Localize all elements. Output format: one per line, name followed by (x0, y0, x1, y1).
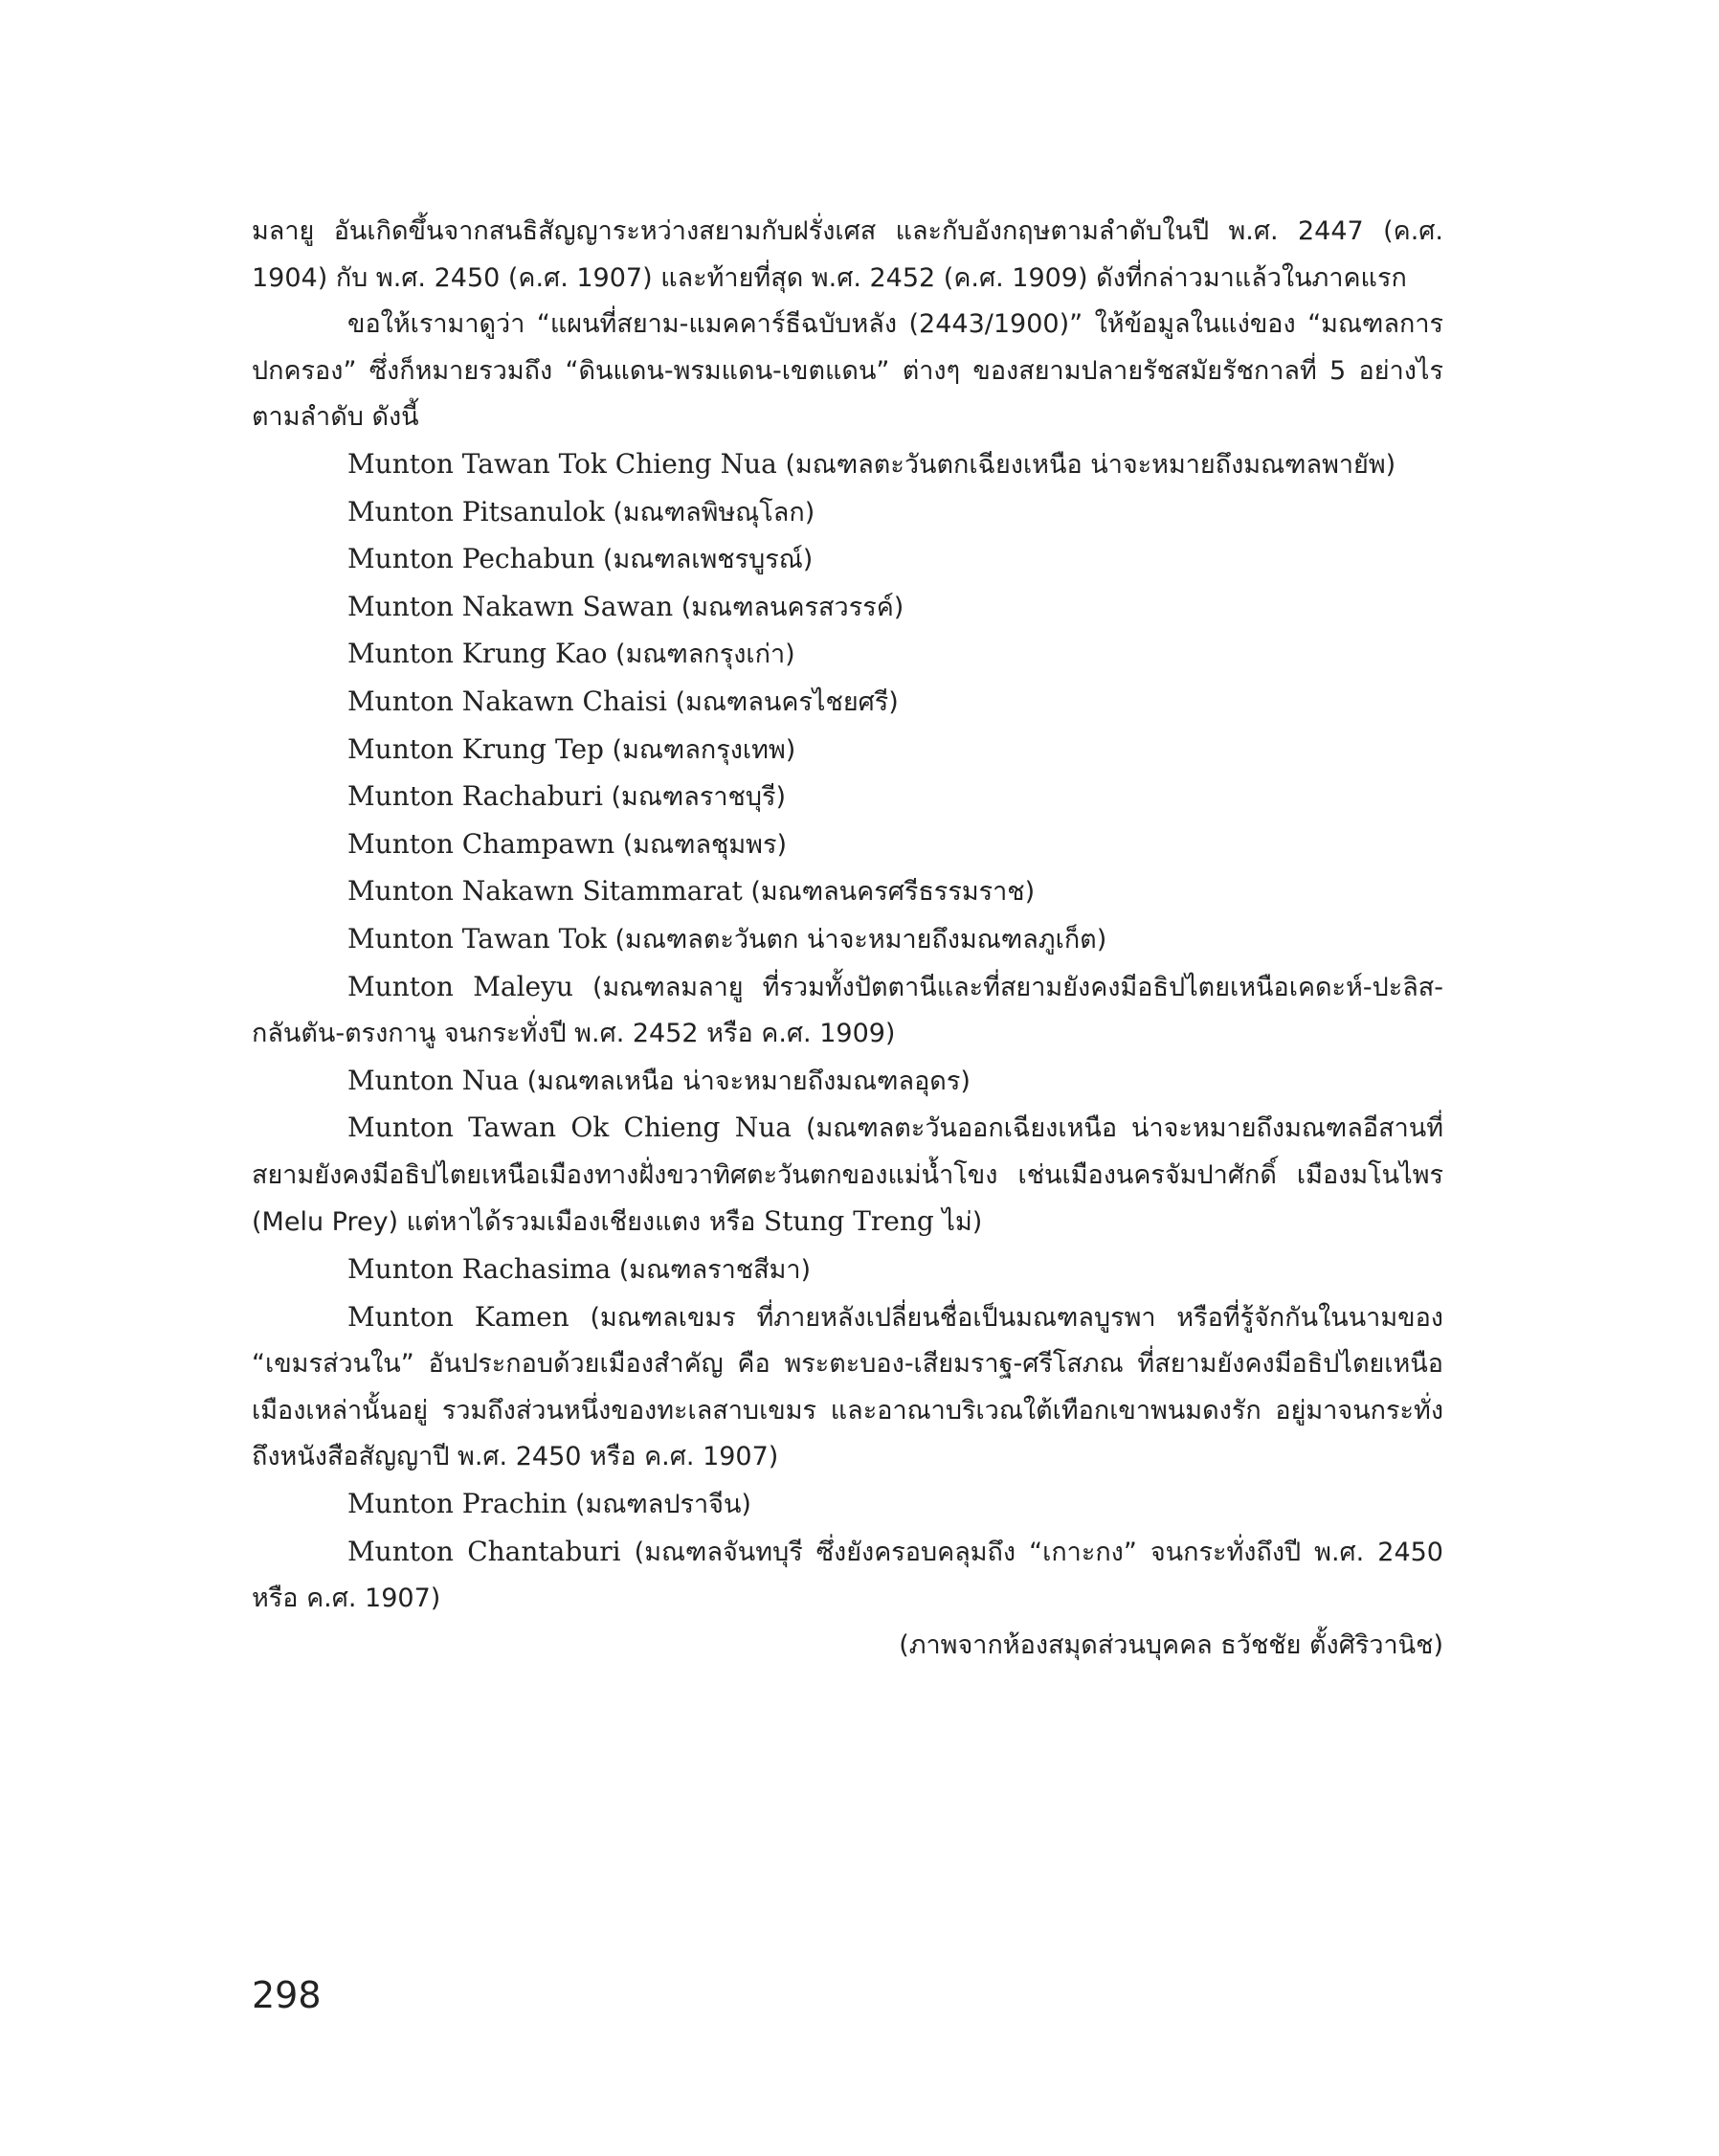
province-name: Munton Chantaburi (347, 1535, 621, 1567)
province-description: (มณฑลราชสีมา) (611, 1255, 812, 1286)
province-name: Munton Nakawn Sitammarat (347, 875, 743, 908)
list-item (252, 584, 1443, 632)
province-name: Munton Nakawn Chaisi (347, 685, 667, 717)
list-item (252, 1105, 1443, 1246)
province-name: Munton Nua (347, 1064, 520, 1096)
province-name: Munton Krung Tep (347, 732, 604, 765)
province-name: Munton Rachasima (347, 1253, 612, 1286)
province-description: (มณฑลนครศรีธรรมราช) (742, 877, 1036, 908)
province-description: (มณฑลตะวันตกเฉียงเหนือ น่าจะหมายถึงมณฑลพายัพ) (776, 449, 1396, 480)
province-description: (มณฑลตะวันตก น่าจะหมายถึงมณฑลภูเก็ต) (606, 924, 1107, 954)
province-description: (มณฑลนครไชยศรี) (666, 686, 899, 717)
province-description: (มณฑลเพชรบูรณ์) (594, 545, 814, 575)
list-item (252, 1246, 1443, 1294)
list-item (252, 868, 1443, 916)
list-item (252, 489, 1443, 537)
list-item (252, 964, 1443, 1058)
image-credit-caption: (ภาพจากห้องสมุดส่วนบุคคล ธวัชชัย ตั้งศิริวานิช) (899, 1629, 1443, 1660)
list-item (252, 1058, 1443, 1106)
list-item (252, 774, 1443, 821)
province-description: (มณฑลมลายู ที่รวมทั้งปัตตานีและที่สยามยังคงมีอธิปไตยเหนือเคดะห์-ปะลิส-กลันตัน-ตรงกานู จนกระทั่งปี พ.ศ. 2452 หรือ ค.ศ. 1909) (252, 972, 1443, 1049)
list-item (252, 1481, 1443, 1529)
place-name: Stung Treng (763, 1205, 934, 1238)
province-name: Munton Nakawn Sawan (347, 590, 674, 622)
province-description: (มณฑลกรุงเทพ) (603, 734, 796, 765)
province-description-end: ไม่) (933, 1207, 983, 1238)
paragraph-intro-2: ขอให้เรามาดูว่า “แผนที่สยาม-แมคคาร์ธีฉบับหลัง (2443/1900)” ให้ข้อมูลในแง่ของ “มณฑลการปกครอง” ซึ่งก็หมายรวมถึง “ดินแดน-พรมแดน-เขตแดน” ต่างๆ ของสยามปลายรัชสมัยรัชกาลที่ 5 อย่างไร ตามลำดับ ดังนี้ (252, 309, 1443, 433)
list-item (252, 679, 1443, 727)
paragraph-intro-1: มลายู อันเกิดขึ้นจากสนธิสัญญาระหว่างสยามกับฝรั่งเศส และกับอังกฤษตามลำดับในปี พ.ศ. 2447 (ค.ศ. 1904) กับ พ.ศ. 2450 (ค.ศ. 1907) และท้ายที่สุด พ.ศ. 2452 (ค.ศ. 1909) ดังที่กล่าวมาแล้วในภาคแรก (252, 216, 1443, 293)
list-item (252, 727, 1443, 775)
page-number: 298 (252, 1974, 322, 2016)
province-description: (มณฑลเหนือ น่าจะหมายถึงมณฑลอุดร) (519, 1066, 971, 1096)
province-name: Munton Pechabun (347, 543, 595, 575)
province-description: (มณฑลจันทบุรี ซึ่งยังครอบคลุมถึง “เกาะกง” จนกระทั่งถึงปี พ.ศ. 2450 หรือ ค.ศ. 1907) (252, 1537, 1443, 1614)
province-name: Munton Pitsanulok (347, 495, 605, 528)
province-name: Munton Tawan Tok Chieng Nua (347, 447, 777, 480)
province-description: (มณฑลปราจีน) (567, 1490, 751, 1520)
province-description: (มณฑลราชบุรี) (602, 782, 786, 813)
list-item (252, 536, 1443, 584)
province-name: Munton Rachaburi (347, 780, 603, 813)
list-item (252, 631, 1443, 679)
province-name: Munton Champawn (347, 827, 615, 860)
list-item (252, 1294, 1443, 1481)
list-item (252, 916, 1443, 964)
province-name: Munton Tawan Ok Chieng Nua (347, 1112, 792, 1144)
province-name: Munton Tawan Tok (347, 922, 607, 954)
province-name: Munton Kamen (347, 1300, 569, 1333)
province-name: Munton Prachin (347, 1488, 568, 1520)
province-description: (มณฑลนครสวรรค์) (673, 592, 904, 622)
province-description: (มณฑลกรุงเก่า) (607, 640, 795, 670)
province-name: Munton Maleyu (347, 970, 573, 1002)
body-text (252, 209, 1443, 1669)
list-item (252, 821, 1443, 869)
province-name: Munton Krung Kao (347, 638, 608, 670)
list-item (252, 441, 1443, 489)
province-description: (มณฑลตะวันออกเฉียงเหนือ น่าจะหมายถึงมณฑลอีสานที่สยามยังคงมีอธิปไตยเหนือเมืองทางฝั่งขวาทิศตะวันตกของแม่น้ำโขง เช่นเมืองนครจัมปาศักดิ์ เมืองมโนไพร (Melu Prey) แต่หาได้รวมเมืองเชียงแตง หรือ (252, 1113, 1443, 1238)
province-description: (มณฑลเขมร ที่ภายหลังเปลี่ยนชื่อเป็นมณฑลบูรพา หรือที่รู้จักกันในนามของ “เขมรส่วนใน” อันประกอบด้วยเมืองสำคัญ คือ พระตะบอง-เสียมราฐ-ศรีโสภณ ที่สยามยังคงมีอธิปไตยเหนือเมืองเหล่านั้นอยู่ รวมถึงส่วนหนึ่งของทะเลสาบเขมร และอาณาบริเวณใต้เทือกเขาพนมดงรัก อยู่มาจนกระทั่งถึงหนังสือสัญญาปี พ.ศ. 2450 หรือ ค.ศ. 1907) (252, 1302, 1443, 1472)
list-item (252, 1529, 1443, 1623)
province-description: (มณฑลพิษณุโลก) (604, 497, 815, 528)
province-description: (มณฑลชุมพร) (614, 829, 787, 860)
